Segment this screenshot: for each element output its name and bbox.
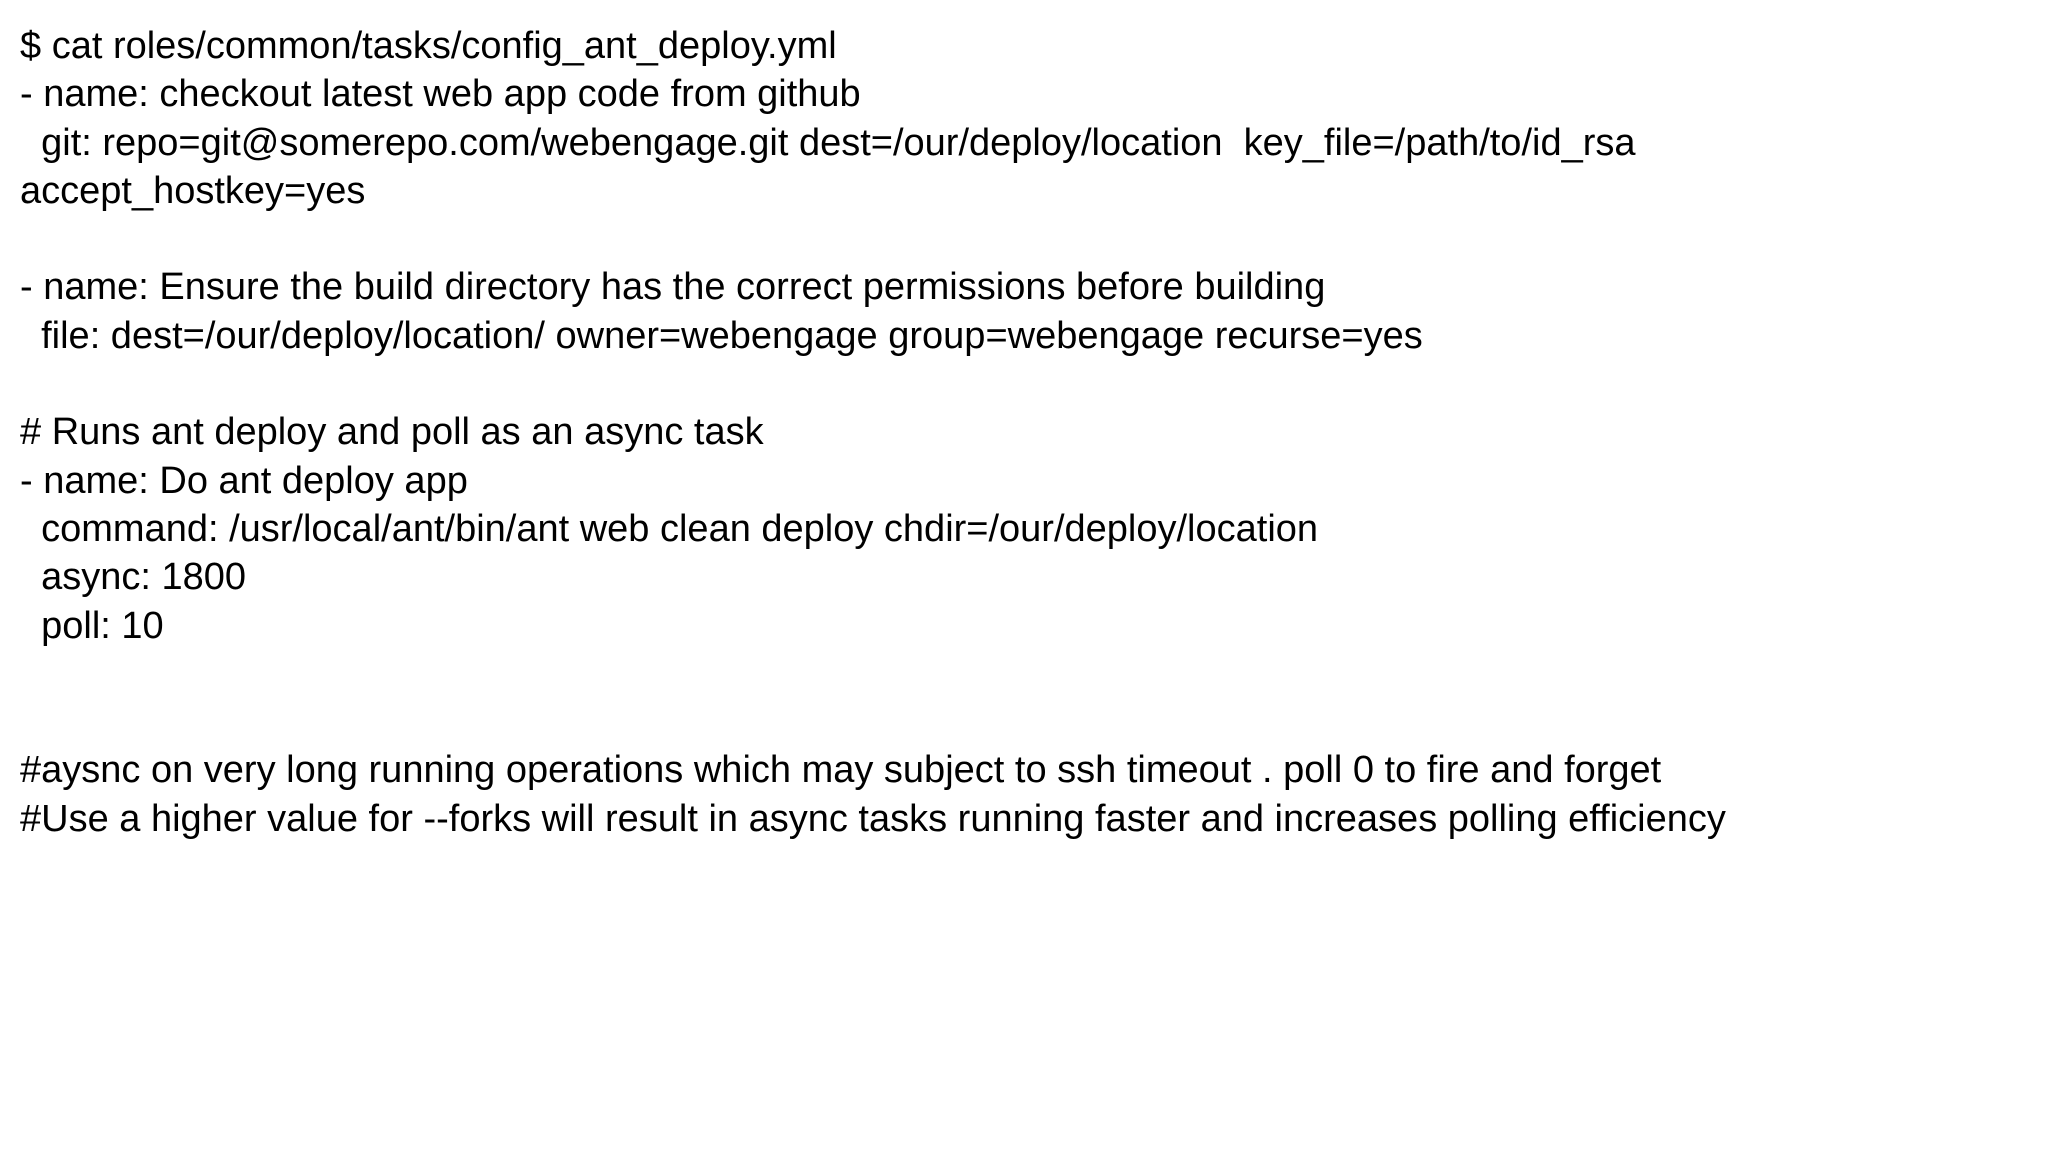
comment-line: #aysnc on very long running operations which may subject to ssh timeout . poll 0 to fire and forget (20, 749, 1662, 792)
poll-line: poll: 10 (20, 604, 164, 647)
git-module-line: git: repo=git@somerepo.com/webengage.git dest=/our/deploy/location key_file=/path/to/id_rsa (20, 121, 1636, 164)
async-line: async: 1800 (20, 556, 247, 599)
blank-line (20, 360, 2020, 408)
command-module-line: command: /usr/local/ant/bin/ant web clean deploy chdir=/our/deploy/location (20, 507, 1319, 550)
comment-line: #Use a higher value for --forks will result in async tasks running faster and increases polling efficiency (20, 797, 1726, 840)
file-module-line: file: dest=/our/deploy/location/ owner=webengage group=webengage recurse=yes (20, 314, 1423, 357)
task-name-line: - name: Ensure the build directory has the correct permissions before building (20, 266, 1326, 309)
yaml-code-listing (20, 22, 2020, 843)
task-name-line: - name: Do ant deploy app (20, 459, 468, 502)
task-name-line: - name: checkout latest web app code from github (20, 73, 861, 116)
git-module-continuation-line: accept_hostkey=yes (20, 169, 366, 212)
blank-line (20, 215, 2020, 263)
comment-line: # Runs ant deploy and poll as an async task (20, 411, 764, 454)
blank-line (20, 698, 2020, 746)
blank-line (20, 650, 2020, 698)
shell-command-line: $ cat roles/common/tasks/config_ant_deploy.yml (20, 25, 837, 67)
